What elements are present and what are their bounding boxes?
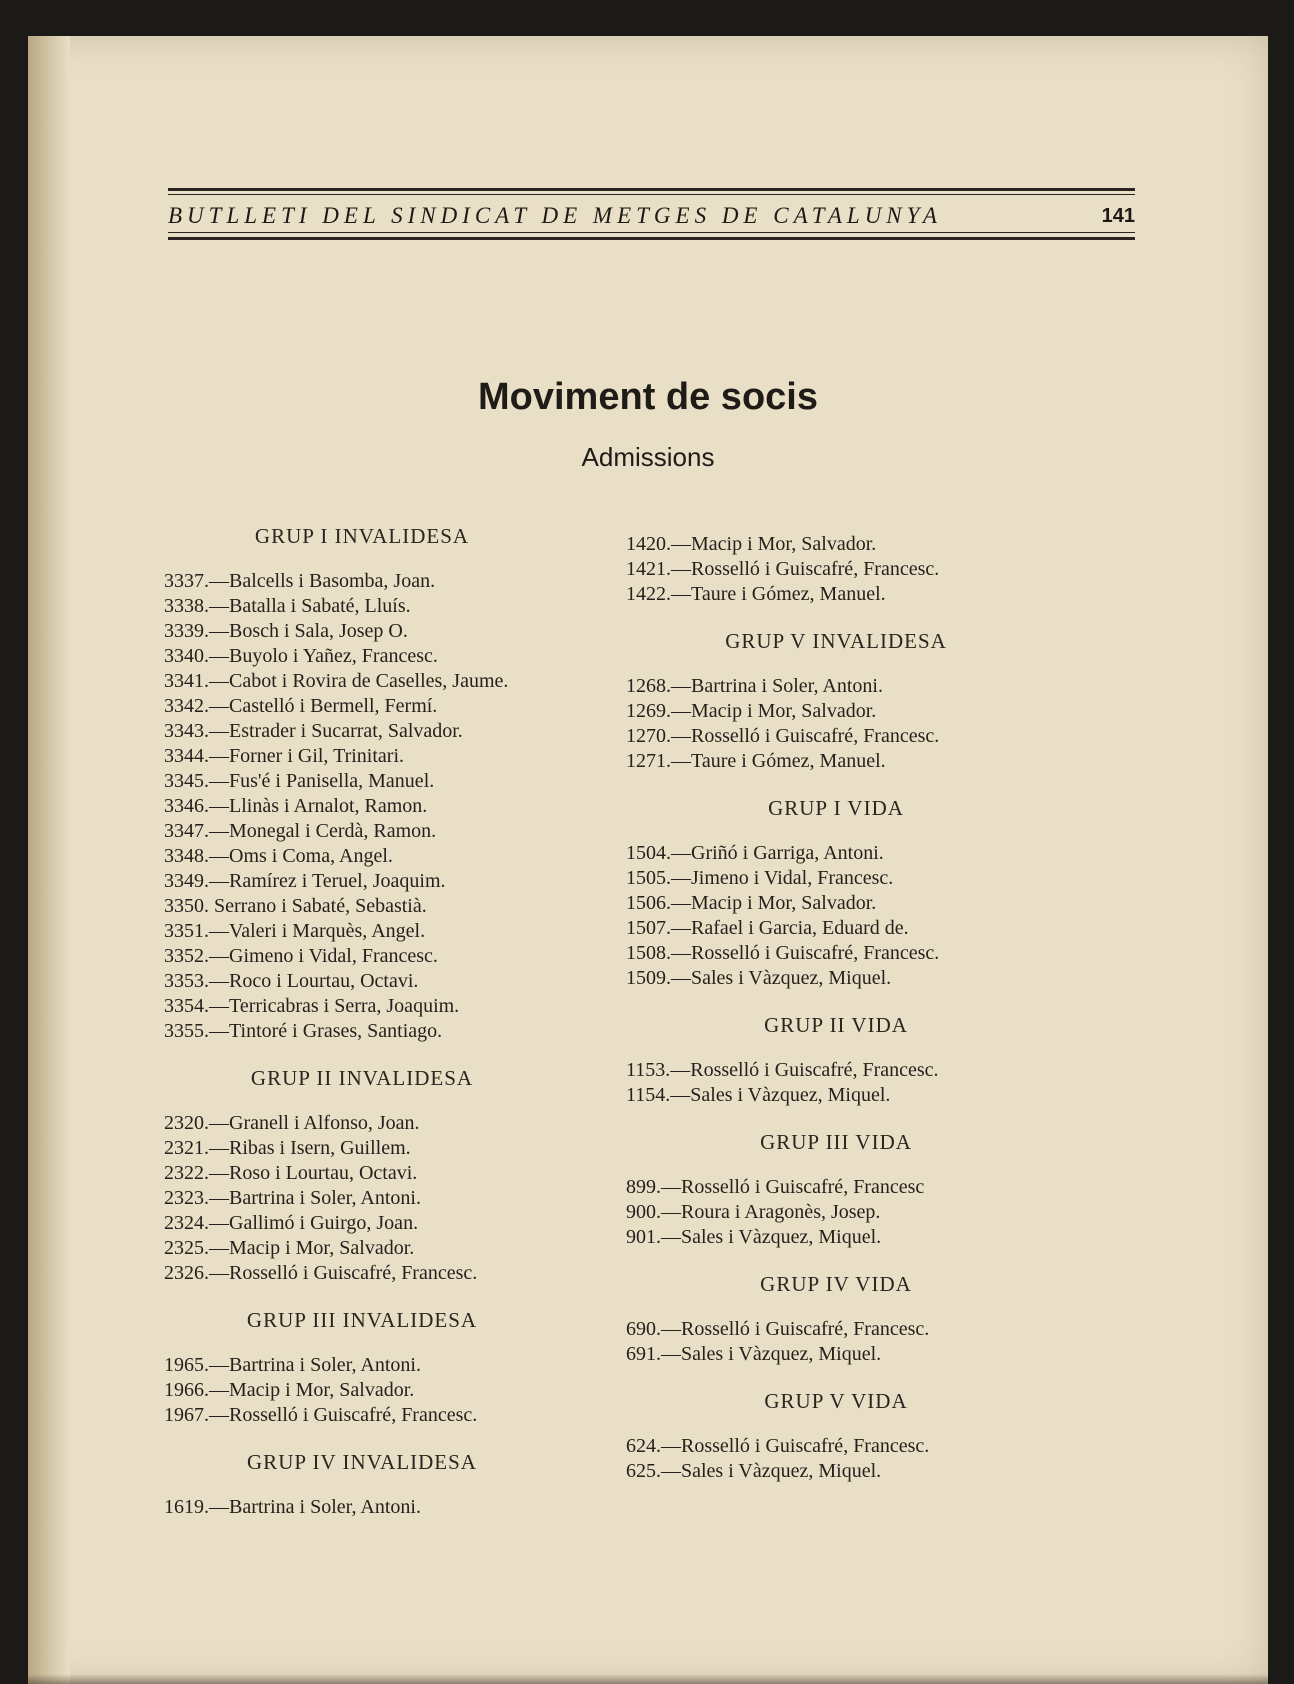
member-group [626, 1272, 1046, 1367]
member-entry: 1268.—Bartrina i Soler, Antoni. [626, 675, 883, 697]
header-rule [168, 237, 1135, 240]
group-heading: GRUP V VIDA [764, 1389, 908, 1413]
book-gutter [28, 36, 70, 1684]
right-column [626, 532, 1046, 1506]
member-entry: 1271.—Taure i Gómez, Manuel. [626, 750, 886, 772]
member-entry: 1507.—Rafael i Garcia, Eduard de. [626, 917, 909, 939]
journal-title: BUTLLETI DEL SINDICAT DE METGES DE CATALUNYA [168, 203, 1074, 229]
member-entry: 3339.—Bosch i Sala, Josep O. [164, 620, 408, 642]
member-group [626, 796, 1046, 991]
member-entry: 899.—Rosselló i Guiscafré, Francesc [626, 1176, 925, 1198]
member-entry: 1966.—Macip i Mor, Salvador. [164, 1379, 415, 1401]
member-entry: 2322.—Roso i Lourtau, Octavi. [164, 1162, 418, 1184]
member-entry: 691.—Sales i Vàzquez, Miquel. [626, 1343, 882, 1365]
member-entry: 1619.—Bartrina i Soler, Antoni. [164, 1496, 421, 1518]
member-entry: 3351.—Valeri i Marquès, Angel. [164, 920, 426, 942]
member-entry: 2324.—Gallimó i Guirgo, Joan. [164, 1212, 419, 1234]
member-group [626, 1130, 1046, 1250]
header-rule [168, 194, 1135, 195]
page-number: 141 [1094, 205, 1135, 228]
header-rule [168, 232, 1135, 233]
member-entry: 1154.—Sales i Vàzquez, Miquel. [626, 1084, 891, 1106]
member-entry: 1509.—Sales i Vàzquez, Miquel. [626, 967, 892, 989]
group-heading: GRUP III VIDA [760, 1130, 912, 1154]
member-entry: 1420.—Macip i Mor, Salvador. [626, 533, 877, 555]
member-entry: 1506.—Macip i Mor, Salvador. [626, 892, 877, 914]
group-heading: GRUP II VIDA [764, 1013, 908, 1037]
member-entry: 3344.—Forner i Gil, Trinitari. [164, 745, 405, 767]
member-entry: 2326.—Rosselló i Guiscafré, Francesc. [164, 1262, 478, 1284]
member-group [626, 1389, 1046, 1484]
group-heading: GRUP V INVALIDESA [725, 629, 947, 653]
group-heading: GRUP I INVALIDESA [254, 524, 470, 548]
article-title: Moviment de socis [478, 376, 818, 418]
member-group [626, 532, 1046, 607]
member-entry: 3349.—Ramírez i Teruel, Joaquim. [164, 870, 446, 892]
member-entry: 3355.—Tintoré i Grases, Santiago. [164, 1020, 443, 1042]
member-entry: 3350. Serrano i Sabaté, Sebastià. [164, 895, 427, 917]
member-entry: 3348.—Oms i Coma, Angel. [164, 845, 393, 867]
header-rule [168, 188, 1135, 191]
member-entry: 3338.—Batalla i Sabaté, Lluís. [164, 595, 411, 617]
member-group [142, 1066, 582, 1286]
member-entry: 1967.—Rosselló i Guiscafré, Francesc. [164, 1404, 478, 1426]
member-group [142, 524, 582, 1044]
member-entry: 1421.—Rosselló i Guiscafré, Francesc. [626, 558, 940, 580]
member-entry: 2323.—Bartrina i Soler, Antoni. [164, 1187, 421, 1209]
member-entry: 624.—Rosselló i Guiscafré, Francesc. [626, 1435, 930, 1457]
group-heading: GRUP IV VIDA [760, 1272, 912, 1296]
running-header [168, 158, 1135, 258]
member-entry: 1505.—Jimeno i Vidal, Francesc. [626, 867, 894, 889]
group-heading: GRUP IV INVALIDESA [247, 1450, 477, 1474]
member-group [142, 1450, 582, 1520]
member-entry: 3340.—Buyolo i Yañez, Francesc. [164, 645, 438, 667]
member-entry: 3347.—Monegal i Cerdà, Ramon. [164, 820, 437, 842]
member-entry: 3346.—Llinàs i Arnalot, Ramon. [164, 795, 428, 817]
member-entry: 690.—Rosselló i Guiscafré, Francesc. [626, 1318, 930, 1340]
member-entry: 2320.—Granell i Alfonso, Joan. [164, 1112, 420, 1134]
member-entry: 1508.—Rosselló i Guiscafré, Francesc. [626, 942, 940, 964]
member-entry: 901.—Sales i Vàzquez, Miquel. [626, 1226, 882, 1248]
article-subtitle: Admissions [581, 442, 715, 472]
group-heading: GRUP III INVALIDESA [246, 1308, 478, 1332]
member-entry: 3352.—Gimeno i Vidal, Francesc. [164, 945, 438, 967]
member-entry: 3354.—Terricabras i Serra, Joaquim. [164, 995, 460, 1017]
member-entry: 1269.—Macip i Mor, Salvador. [626, 700, 877, 722]
member-entry: 3343.—Estrader i Sucarrat, Salvador. [164, 720, 463, 742]
member-entry: 3337.—Balcells i Basomba, Joan. [164, 570, 436, 592]
member-entry: 3345.—Fus'é i Panisella, Manuel. [164, 770, 435, 792]
member-entry: 3353.—Roco i Lourtau, Octavi. [164, 970, 419, 992]
member-entry: 1153.—Rosselló i Guiscafré, Francesc. [626, 1059, 939, 1081]
member-entry: 2325.—Macip i Mor, Salvador. [164, 1237, 415, 1259]
member-entry: 900.—Roura i Aragonès, Josep. [626, 1201, 881, 1223]
member-entry: 1504.—Griñó i Garriga, Antoni. [626, 842, 884, 864]
member-entry: 2321.—Ribas i Isern, Guillem. [164, 1137, 411, 1159]
member-group [626, 1013, 1046, 1108]
member-entry: 1965.—Bartrina i Soler, Antoni. [164, 1354, 421, 1376]
group-heading: GRUP II INVALIDESA [250, 1066, 474, 1090]
left-column [142, 524, 582, 1542]
member-group [626, 629, 1046, 774]
member-group [142, 1308, 582, 1428]
member-entry: 1422.—Taure i Gómez, Manuel. [626, 583, 886, 605]
group-heading: GRUP I VIDA [768, 796, 904, 820]
member-entry: 625.—Sales i Vàzquez, Miquel. [626, 1460, 882, 1482]
page [28, 36, 1268, 1684]
member-entry: 3342.—Castelló i Bermell, Fermí. [164, 695, 438, 717]
page-edge-shadow [28, 1674, 1268, 1684]
member-entry: 3341.—Cabot i Rovira de Caselles, Jaume. [164, 670, 509, 692]
member-entry: 1270.—Rosselló i Guiscafré, Francesc. [626, 725, 940, 747]
